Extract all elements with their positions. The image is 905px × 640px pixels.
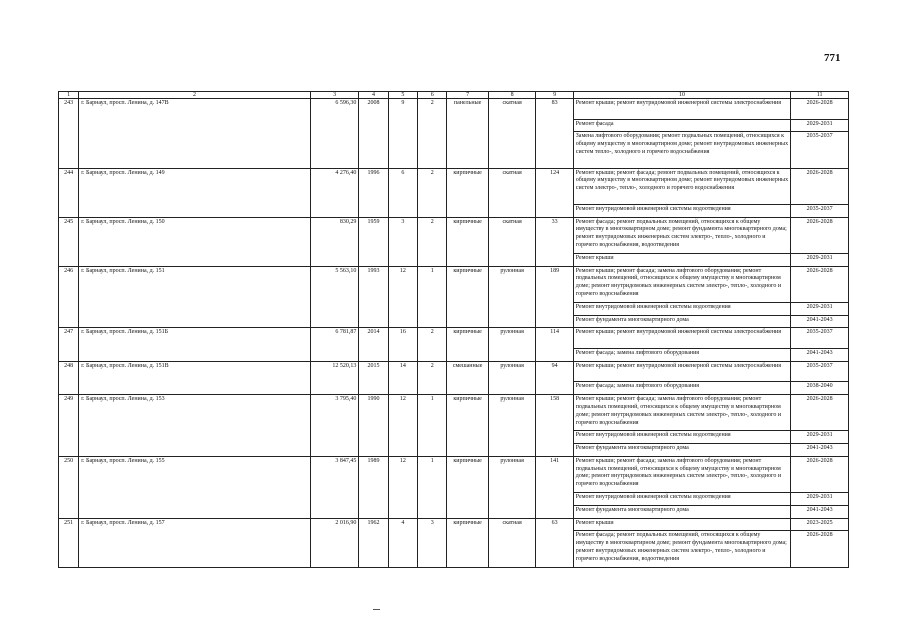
column-number: 4: [359, 92, 388, 99]
address-cell: г. Барнаул, просп. Ленина, д. 147В: [79, 99, 311, 169]
work-description-cell: Ремонт фундамента многоквартирного дома: [573, 444, 790, 457]
wall-material-cell: смешанные: [447, 361, 488, 394]
row-number: 251: [59, 518, 79, 567]
wall-material-cell: кирпичные: [447, 168, 488, 217]
roof-type-cell: скатная: [488, 168, 536, 217]
work-description-cell: Ремонт крыши; ремонт фасада; замена лифтового оборудования; ремонт подвальных помещений, относящихся к общему имуществу в многоквартирном доме; ремонт внутридомовых инженерных систем электро-, тепло-, холодного и горячего водоснабжения: [573, 456, 790, 492]
residents-cell: 124: [536, 168, 573, 217]
residents-cell: 33: [536, 217, 573, 266]
entrances-cell: 2: [418, 217, 447, 266]
column-number: 11: [791, 92, 849, 99]
work-description-cell: Ремонт фасада; ремонт подвальных помещений, относящихся к общему имуществу в многоквартирном доме; ремонт фундамента многоквартирного дома; ремонт внутридомовых инженерных систем электро-, тепло-, холодного и горячего водоснабжения, водоотведения: [573, 217, 790, 253]
area-cell: 4 276,40: [310, 168, 359, 217]
entrances-cell: 1: [418, 456, 447, 518]
work-period-cell: 2035-2037: [791, 328, 849, 349]
work-description-cell: Ремонт внутридомовой инженерной системы водоотведения: [573, 204, 790, 217]
work-period-cell: 2041-2043: [791, 444, 849, 457]
work-description-cell: Ремонт фундамента многоквартирного дома: [573, 315, 790, 328]
table-row: [59, 395, 849, 431]
work-description-cell: Ремонт крыши; ремонт внутридомовой инженерной системы электроснабжения: [573, 328, 790, 349]
wall-material-cell: кирпичные: [447, 266, 488, 328]
year-cell: 1990: [359, 395, 388, 457]
column-number-header-row: [59, 92, 849, 99]
area-cell: 3 847,45: [310, 456, 359, 518]
row-number: 245: [59, 217, 79, 266]
work-description-cell: Ремонт крыши; ремонт фасада; замена лифтового оборудования; ремонт подвальных помещений, относящихся к общему имуществу в многоквартирном доме; ремонт внутридомовых инженерных систем электро-, тепло-, холодного и горячего водоснабжения: [573, 266, 790, 302]
table-row: [59, 266, 849, 302]
column-number: 2: [79, 92, 311, 99]
year-cell: 2014: [359, 328, 388, 361]
work-description-cell: Ремонт фасада; замена лифтового оборудования: [573, 348, 790, 361]
work-period-cell: 2035-2037: [791, 204, 849, 217]
work-description-cell: Ремонт внутридомовой инженерной системы водоотведения: [573, 431, 790, 444]
address-cell: г. Барнаул, просп. Ленина, д. 151В: [79, 361, 311, 394]
roof-type-cell: скатная: [488, 217, 536, 266]
floors-cell: 4: [388, 518, 417, 567]
column-number: 1: [59, 92, 79, 99]
floors-cell: 16: [388, 328, 417, 361]
column-number: 9: [536, 92, 573, 99]
entrances-cell: 2: [418, 328, 447, 361]
work-period-cell: 2041-2043: [791, 505, 849, 518]
work-period-cell: 2029-2031: [791, 253, 849, 266]
residents-cell: 141: [536, 456, 573, 518]
table-row: [59, 518, 849, 531]
work-period-cell: 2029-2031: [791, 431, 849, 444]
entrances-cell: 2: [418, 361, 447, 394]
address-cell: г. Барнаул, просп. Ленина, д. 155: [79, 456, 311, 518]
work-period-cell: 2026-2028: [791, 168, 849, 204]
area-cell: 6 781,87: [310, 328, 359, 361]
wall-material-cell: кирпичные: [447, 217, 488, 266]
work-description-cell: Замена лифтового оборудования; ремонт подвальных помещений, относящихся к общему имуществу в многоквартирном доме; ремонт внутридомовых инженерных систем тепло-, холодного и горячего водоснабжения: [573, 132, 790, 168]
work-description-cell: Ремонт фасада: [573, 119, 790, 132]
address-cell: г. Барнаул, просп. Ленина, д. 150: [79, 217, 311, 266]
residents-cell: 63: [536, 518, 573, 567]
wall-material-cell: кирпичные: [447, 395, 488, 457]
roof-type-cell: рулонная: [488, 266, 536, 328]
entrances-cell: 1: [418, 395, 447, 457]
floors-cell: 9: [388, 99, 417, 169]
wall-material-cell: кирпичные: [447, 328, 488, 361]
roof-type-cell: рулонная: [488, 361, 536, 394]
roof-type-cell: скатная: [488, 99, 536, 169]
floors-cell: 12: [388, 456, 417, 518]
area-cell: 830,29: [310, 217, 359, 266]
address-cell: г. Барнаул, просп. Ленина, д. 149: [79, 168, 311, 217]
year-cell: 1993: [359, 266, 388, 328]
year-cell: 1959: [359, 217, 388, 266]
work-description-cell: Ремонт крыши; ремонт фасада; ремонт подвальных помещений, относящихся к общему имуществу в многоквартирном доме; ремонт внутридомовых инженерных систем электро-, тепло-, холодного и горячего водоснабжения: [573, 168, 790, 204]
repair-schedule-table: [58, 91, 849, 568]
entrances-cell: 1: [418, 266, 447, 328]
work-period-cell: 2035-2037: [791, 132, 849, 168]
roof-type-cell: рулонная: [488, 395, 536, 457]
work-period-cell: 2041-2043: [791, 348, 849, 361]
floors-cell: 12: [388, 395, 417, 457]
residents-cell: 114: [536, 328, 573, 361]
table-row: [59, 361, 849, 382]
entrances-cell: 3: [418, 518, 447, 567]
work-description-cell: Ремонт фасада; ремонт подвальных помещений, относящихся к общему имуществу в многоквартирном доме; ремонт фундамента многоквартирного дома; ремонт внутридомовых инженерных систем электро-, тепло-, холодного и горячего водоснабжения, водоотведения: [573, 531, 790, 567]
wall-material-cell: панельные: [447, 99, 488, 169]
entrances-cell: 2: [418, 168, 447, 217]
wall-material-cell: кирпичные: [447, 456, 488, 518]
work-period-cell: 2035-2037: [791, 361, 849, 382]
work-period-cell: 2029-2031: [791, 119, 849, 132]
table-row: [59, 328, 849, 349]
address-cell: г. Барнаул, просп. Ленина, д. 151Б: [79, 328, 311, 361]
area-cell: 3 795,40: [310, 395, 359, 457]
page-number: 771: [824, 52, 841, 64]
work-period-cell: 2029-2031: [791, 493, 849, 506]
work-period-cell: 2023-2025: [791, 518, 849, 531]
row-number: 249: [59, 395, 79, 457]
work-period-cell: 2038-2040: [791, 382, 849, 395]
roof-type-cell: рулонная: [488, 328, 536, 361]
row-number: 247: [59, 328, 79, 361]
residents-cell: 83: [536, 99, 573, 169]
residents-cell: 94: [536, 361, 573, 394]
floors-cell: 6: [388, 168, 417, 217]
row-number: 243: [59, 99, 79, 169]
area-cell: 5 563,10: [310, 266, 359, 328]
row-number: 246: [59, 266, 79, 328]
table-row: [59, 168, 849, 204]
work-description-cell: Ремонт крыши: [573, 253, 790, 266]
year-cell: 1962: [359, 518, 388, 567]
address-cell: г. Барнаул, просп. Ленина, д. 157: [79, 518, 311, 567]
address-cell: г. Барнаул, просп. Ленина, д. 153: [79, 395, 311, 457]
column-number: 5: [388, 92, 417, 99]
work-description-cell: Ремонт крыши: [573, 518, 790, 531]
roof-type-cell: скатная: [488, 518, 536, 567]
area-cell: 2 016,90: [310, 518, 359, 567]
year-cell: 1989: [359, 456, 388, 518]
wall-material-cell: кирпичные: [447, 518, 488, 567]
year-cell: 1996: [359, 168, 388, 217]
address-cell: г. Барнаул, просп. Ленина, д. 151: [79, 266, 311, 328]
work-period-cell: 2029-2031: [791, 302, 849, 315]
work-period-cell: 2041-2043: [791, 315, 849, 328]
table-row: [59, 456, 849, 492]
area-cell: 12 520,13: [310, 361, 359, 394]
work-period-cell: 2026-2028: [791, 456, 849, 492]
column-number: 3: [310, 92, 359, 99]
column-number: 8: [488, 92, 536, 99]
column-number: 7: [447, 92, 488, 99]
work-period-cell: 2026-2028: [791, 395, 849, 431]
floors-cell: 14: [388, 361, 417, 394]
table-row: [59, 99, 849, 120]
work-description-cell: Ремонт фундамента многоквартирного дома: [573, 505, 790, 518]
entrances-cell: 2: [418, 99, 447, 169]
footer-mark: [373, 609, 380, 610]
work-description-cell: Ремонт крыши; ремонт внутридомовой инженерной системы электроснабжения: [573, 361, 790, 382]
work-period-cell: 2026-2028: [791, 99, 849, 120]
floors-cell: 12: [388, 266, 417, 328]
work-period-cell: 2026-2028: [791, 531, 849, 567]
work-period-cell: 2026-2028: [791, 266, 849, 302]
column-number: 10: [573, 92, 790, 99]
roof-type-cell: рулонная: [488, 456, 536, 518]
work-description-cell: Ремонт внутридомовой инженерной системы водоотведения: [573, 302, 790, 315]
column-number: 6: [418, 92, 447, 99]
work-description-cell: Ремонт фасада; замена лифтового оборудования: [573, 382, 790, 395]
year-cell: 2015: [359, 361, 388, 394]
work-description-cell: Ремонт внутридомовой инженерной системы водоотведения: [573, 493, 790, 506]
row-number: 248: [59, 361, 79, 394]
year-cell: 2008: [359, 99, 388, 169]
residents-cell: 189: [536, 266, 573, 328]
work-description-cell: Ремонт крыши; ремонт фасада; замена лифтового оборудования; ремонт подвальных помещений, относящихся к общему имуществу в многоквартирном доме; ремонт внутридомовых инженерных систем электро-, тепло-, холодного и горячего водоснабжения: [573, 395, 790, 431]
work-period-cell: 2026-2028: [791, 217, 849, 253]
table-row: [59, 217, 849, 253]
floors-cell: 3: [388, 217, 417, 266]
work-description-cell: Ремонт крыши; ремонт внутридомовой инженерной системы электроснабжения: [573, 99, 790, 120]
area-cell: 6 596,30: [310, 99, 359, 169]
row-number: 250: [59, 456, 79, 518]
row-number: 244: [59, 168, 79, 217]
residents-cell: 158: [536, 395, 573, 457]
